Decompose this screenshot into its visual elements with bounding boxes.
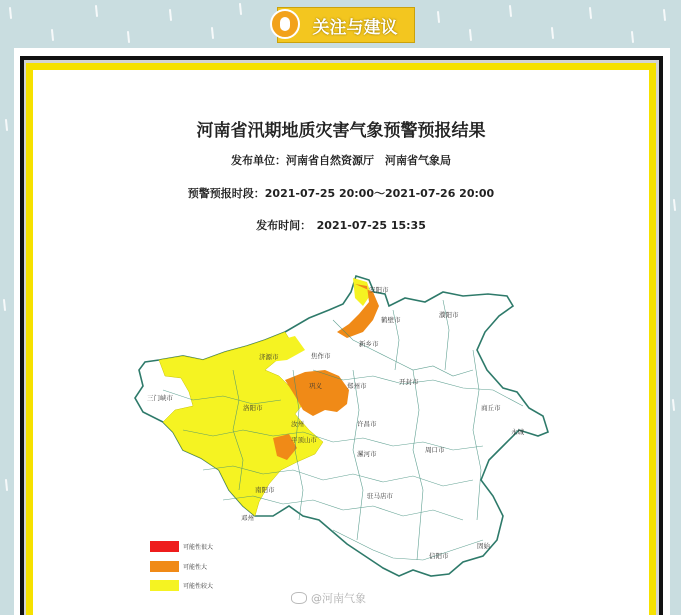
- city-label-jiaozuo: 焦作市: [311, 352, 331, 360]
- city-label-hebi: 鹤壁市: [381, 316, 401, 324]
- city-label-zhengzhou: 郑州市: [347, 382, 367, 390]
- city-label-zhumadian: 驻马店市: [367, 492, 393, 500]
- legend-item-high: [150, 561, 207, 572]
- legend-label-very-high: 可能性很大: [183, 544, 214, 551]
- period-line: 预警预报时段：2021-07-25 20:00～2021-07-26 20:00: [187, 187, 495, 200]
- legend-label-high: 可能性大: [183, 564, 208, 571]
- henan-province-map: [33, 70, 649, 615]
- city-label-sanmenxia: 三门峡市: [147, 394, 173, 402]
- weibo-icon: [291, 592, 307, 604]
- city-label-ruzhou: 汝州: [291, 420, 304, 428]
- city-label-kaifeng: 开封市: [399, 378, 419, 386]
- city-label-nanyang: 南阳市: [255, 486, 275, 494]
- city-label-jiyuan: 济源市: [259, 353, 279, 361]
- city-label-pingdingshan: 平顶山市: [291, 436, 317, 444]
- legend-label-moderate: 可能性较大: [183, 583, 214, 590]
- city-label-anyang: 安阳市: [369, 286, 389, 294]
- city-label-yongcheng: 永城: [511, 428, 524, 436]
- lightbulb-icon: [270, 9, 300, 39]
- section-header-label: 关注与建议: [312, 17, 398, 38]
- legend-swatch-orange: [150, 561, 179, 572]
- warning-document: [33, 70, 649, 615]
- legend-item-moderate: [150, 580, 213, 591]
- city-label-shangqiu: 商丘市: [481, 404, 501, 412]
- legend-item-very-high: [150, 541, 213, 552]
- issuer-line: 发布单位：河南省自然资源厅 河南省气象局: [231, 154, 451, 167]
- city-label-gushi: 固始: [477, 542, 490, 550]
- watermark-text: @河南气象: [311, 592, 366, 605]
- city-label-xuchang: 许昌市: [357, 420, 377, 428]
- city-label-xinxiang: 新乡市: [359, 340, 379, 348]
- legend-swatch-red: [150, 541, 179, 552]
- city-label-luohe: 漯河市: [357, 450, 377, 458]
- city-label-luoyang: 洛阳市: [243, 404, 263, 412]
- city-label-puyang: 濮阳市: [439, 311, 459, 319]
- document-title: 河南省汛期地质灾害气象预警预报结果: [196, 121, 486, 141]
- city-label-dengzhou: 邓州: [241, 514, 254, 522]
- legend-swatch-yellow: [150, 580, 179, 591]
- city-label-xinyang: 信阳市: [429, 552, 449, 560]
- weibo-watermark: [291, 590, 366, 606]
- city-label-zhoukou: 周口市: [425, 446, 445, 454]
- city-label-gongyi: 巩义: [309, 382, 322, 390]
- release-line: 发布时间： 2021-07-25 15:35: [256, 219, 426, 232]
